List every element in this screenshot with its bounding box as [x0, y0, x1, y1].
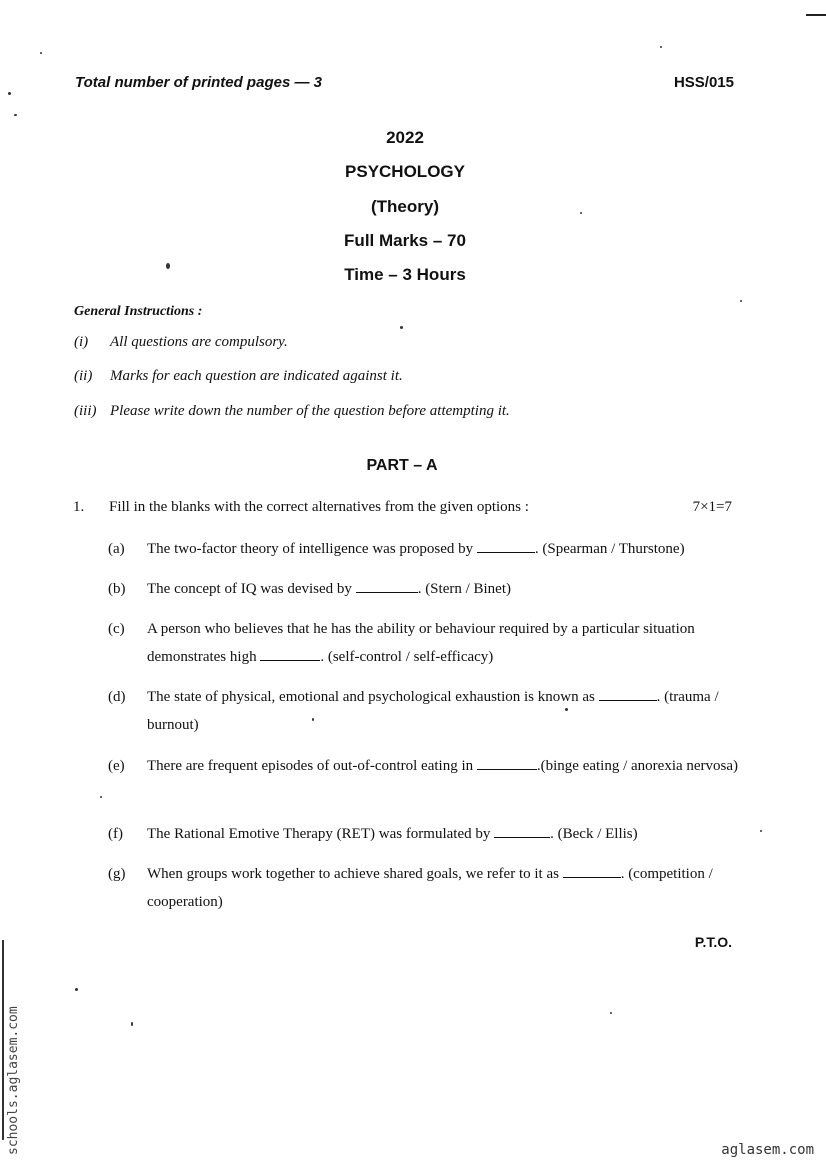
question-marks: 7×1=7: [692, 499, 732, 515]
instruction-item: (iii) Please write down the number of the question before attempting it.: [74, 403, 510, 419]
answer-blank: [563, 866, 621, 878]
instruction-item: (i) All questions are compulsory.: [74, 334, 288, 350]
question-subitem: (a) The two-factor theory of intelligence was proposed by . (Spearman / Thurstone): [108, 541, 685, 557]
question-text: Fill in the blanks with the correct alternatives from the given options :: [109, 499, 529, 515]
question-number: 1.: [73, 499, 85, 515]
bottom-watermark: aglasem.com: [721, 1142, 814, 1158]
subject-title: PSYCHOLOGY: [345, 162, 465, 181]
answer-blank: [477, 758, 537, 770]
paper-code: HSS/015: [673, 74, 734, 91]
answer-blank: [599, 689, 657, 701]
exam-year: 2022: [386, 128, 424, 147]
question-subitem: (e) There are frequent episodes of out-of-control eating in .(binge eating / anorexia nervosa): [108, 758, 739, 774]
please-turn-over: P.T.O.: [694, 934, 732, 950]
full-marks: Full Marks – 70: [344, 231, 466, 250]
question-subitem: (b) The concept of IQ was devised by . (Stern / Binet): [108, 581, 512, 597]
answer-blank: [260, 649, 320, 661]
printed-pages-note: Total number of printed pages — 3: [75, 74, 322, 91]
answer-blank: [356, 581, 418, 593]
part-heading: PART – A: [366, 457, 438, 474]
question-subitem: (d) The state of physical, emotional and psychological exhaustion is known as . (trauma / burnout): [108, 689, 719, 733]
question-subitem: (c) A person who believes that he has the ability or behaviour required by a particular situation demonstrates high . (self-control / self-efficacy): [108, 621, 695, 665]
question-subitem: (f) The Rational Emotive Therapy (RET) was formulated by . (Beck / Ellis): [108, 826, 638, 842]
paper-type: (Theory): [371, 197, 439, 216]
time-allowed: Time – 3 Hours: [344, 265, 466, 284]
answer-blank: [494, 826, 550, 838]
instruction-item: (ii) Marks for each question are indicated against it.: [74, 368, 403, 384]
question-subitem: (g) When groups work together to achieve shared goals, we refer to it as . (competition / cooperation): [108, 866, 713, 910]
general-instructions-title: General Instructions :: [74, 304, 203, 319]
side-watermark: schools.aglasem.com: [6, 1006, 21, 1155]
scan-corner-mark: [806, 14, 826, 16]
answer-blank: [477, 541, 535, 553]
scan-edge-bar: [2, 940, 4, 1140]
